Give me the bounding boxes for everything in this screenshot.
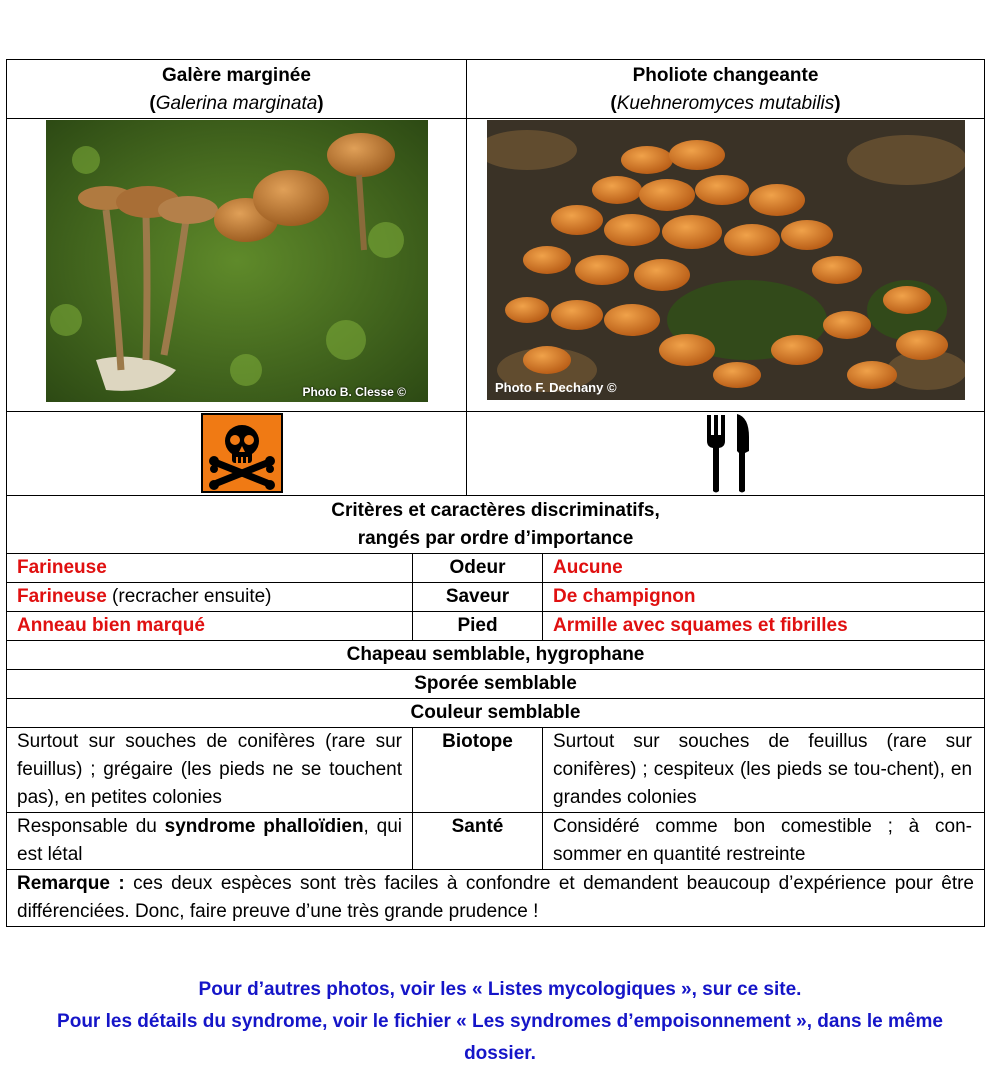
table-row xyxy=(7,612,985,641)
right-photo-cell xyxy=(467,119,985,412)
sante-left-bold: syndrome phalloïdien xyxy=(164,816,364,837)
saveur-left-main: Farineuse xyxy=(17,586,107,607)
sante-left-prefix: Responsable du xyxy=(17,816,165,837)
right-species-header: Pholiote changeante (Kuehneromyces mutabilis) xyxy=(467,60,985,119)
right-common-name: Pholiote changeante xyxy=(632,65,819,86)
comparison-table xyxy=(6,59,985,927)
skull-crossbones-icon xyxy=(201,413,283,493)
remark-text: ces deux espèces sont très faciles à confondre et demandent beaucoup d’expérience pour être différenciées. Donc, faire preuve d’une très grande prudence ! xyxy=(17,873,974,922)
sante-left-suffix: , qui est létal xyxy=(17,816,402,865)
footer-line3: dossier. xyxy=(464,1043,536,1064)
table-row xyxy=(7,728,985,813)
shared-chapeau: Chapeau semblable, hygrophane xyxy=(7,641,985,670)
remark xyxy=(7,870,985,927)
sante-left xyxy=(7,813,413,870)
footer-line2: Pour les détails du syndrome, voir le fichier « Les syndromes d’empoisonnement », dans le même xyxy=(57,1011,943,1032)
odeur-criterion: Odeur xyxy=(413,554,543,583)
right-photo-credit: Photo F. Dechany © xyxy=(494,380,617,395)
right-scientific-name: Kuehneromyces mutabilis xyxy=(616,93,835,114)
kuehneromyces-photo xyxy=(487,120,965,400)
remark-label: Remarque : xyxy=(17,873,125,894)
criteria-title-line1: Critères et caractères discriminatifs, xyxy=(331,500,660,521)
galerina-photo xyxy=(46,120,428,402)
saveur-criterion: Saveur xyxy=(413,583,543,612)
odeur-right: Aucune xyxy=(543,554,985,583)
left-symbol-cell xyxy=(7,412,467,496)
left-photo-credit: Photo B. Clesse © xyxy=(301,385,406,399)
saveur-left xyxy=(7,583,413,612)
left-scientific-name: Galerina marginata xyxy=(155,93,318,114)
pied-criterion: Pied xyxy=(413,612,543,641)
table-row xyxy=(7,813,985,870)
fork-knife-icon xyxy=(705,411,755,495)
pied-right: Armille avec squames et fibrilles xyxy=(543,612,985,641)
right-symbol-cell xyxy=(467,412,985,496)
biotope-right: Surtout sur souches de feuillus (rare sur conifères) ; cespiteux (les pieds se tou-chent), en grandes colonies xyxy=(543,728,985,813)
sante-right: Considéré comme bon comestible ; à con-sommer en quantité restreinte xyxy=(543,813,985,870)
odeur-left: Farineuse xyxy=(7,554,413,583)
left-photo-cell xyxy=(7,119,467,412)
shared-couleur: Couleur semblable xyxy=(7,699,985,728)
biotope-left: Surtout sur souches de conifères (rare sur feuillus) ; grégaire (les pieds ne se touchent pas), en petites colonies xyxy=(7,728,413,813)
footer-line1: Pour d’autres photos, voir les « Listes mycologiques », sur ce site. xyxy=(198,979,802,1000)
pied-left: Anneau bien marqué xyxy=(7,612,413,641)
saveur-left-note: (recracher ensuite) xyxy=(106,586,272,607)
saveur-right: De champignon xyxy=(543,583,985,612)
criteria-title-line2: rangés par ordre d’importance xyxy=(357,528,634,549)
table-row xyxy=(7,554,985,583)
sante-criterion: Santé xyxy=(413,813,543,870)
biotope-criterion: Biotope xyxy=(413,728,543,813)
table-row xyxy=(7,583,985,612)
left-species-header: Galère marginée (Galerina marginata) xyxy=(7,60,467,119)
shared-sporee: Sporée semblable xyxy=(7,670,985,699)
left-common-name: Galère marginée xyxy=(162,65,311,86)
criteria-header xyxy=(7,496,985,554)
